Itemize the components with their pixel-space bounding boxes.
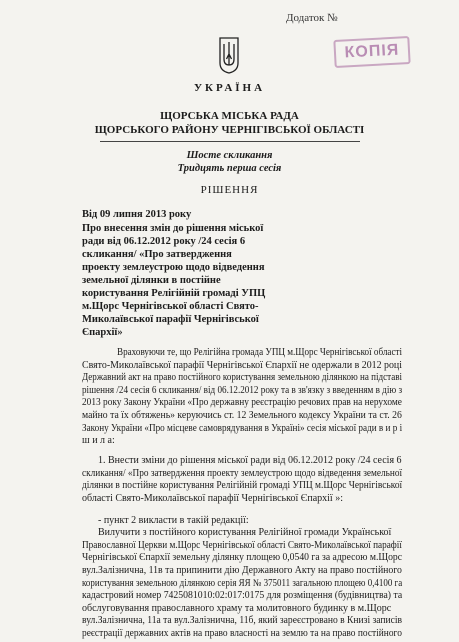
text-line: вул.Залізнична, 11а та вул.Залізнична, 11б, який зареєстровано в Книзі записів [82,615,403,627]
text-line: вул.Залізнична, 11в та припинити дію Державного Акту на право постійного [82,565,402,576]
decision-date: Від 09 липня 2013 року [82,209,192,220]
subject-line: Миколаївської парафії Чернігівської [82,314,259,325]
text-line: Враховуючи те, що Релігійна громада УПЦ м.Щорс Чернігівської області [117,347,403,358]
document-title: РІШЕННЯ [200,184,259,196]
subject-line: земельної ділянки в постійне [82,275,221,286]
text-line: майно та їх обтяжень» керуючись ст. 12 Земельного кодексу України та ст. 26 [82,410,402,421]
text-line: Чернігівської Єпархії земельну ділянку площею 0,0540 га за адресою м.Щорс [82,552,403,564]
text-line: області Свято-Миколаївської парафії Чернігівської Єпархії »: [82,492,343,504]
text-line: Свято-Миколаївської парафії Чернігівської Єпархії не одержали в 2012 році [82,359,402,371]
council-name: ЩОРСЬКА МІСЬКА РАДА [160,110,299,122]
country-heading: УКРАЇНА [193,82,266,94]
text-line: Православної Церкви м.Щорс Чернігівської області Свято-Миколаївської парафії [82,539,402,551]
trident-emblem-icon [217,35,241,75]
text-line: ш и л а: [82,435,115,447]
session-label: Тридцять перша сесія [177,163,282,174]
text-line: Державний акт на право постійного користування земельною ділянкою на підставі [82,372,403,384]
subject-line: ради від 06.12.2012 року /24 сесія 6 [82,236,246,247]
text-line: кадастровий номер 7425081010:02:017:0175 для розміщення (будівництва) та [82,590,403,602]
subject-line: Єпархії» [82,327,123,338]
text-line: реєстрації державних актів на право власності на землю та на право постійного [82,628,402,639]
text-line: Закону України «Про місцеве самоврядування в Україні» сесія міської ради в и р і [82,422,403,434]
addendum-label: Додаток № [286,12,338,24]
copy-stamp: КОПІЯ [333,36,410,68]
text-line: ділянки в постійне користування Релігійній громаді УПЦ м.Щорс Чернігівської [82,480,403,492]
subject-line: скликання/ «Про затвердження [82,249,232,260]
subject-line: м.Щорс Чернігівської області Свято- [82,301,259,312]
sub-point-line: - пункт 2 викласти в такій редакції: [98,514,249,526]
text-line: рішення /24 сесія 6 скликання/ від 06.12.2012 року та в зв'язку з введенням в дію з [82,384,403,396]
text-line: 2013 року Закону України «Про державну реєстрацію речових прав на нерухоме [82,397,402,409]
subject-line: проекту землеустрою щодо відведення [82,262,265,273]
subject-line: Про внесення змін до рішення міської [82,223,264,234]
header-divider [100,141,360,142]
text-line: 1. Внести зміни до рішення міської ради від 06.12.2012 року /24 сесія 6 [98,455,402,467]
text-line: обслуговування православного храму та молитовного будинку в м.Щорс [82,602,392,614]
text-line: Вилучити з постійного користування Релігійної громади Української [98,527,392,539]
text-line: скликання/ «Про затвердження проекту землеустрою щодо відведення земельної [82,467,403,479]
council-district: ЩОРСЬКОГО РАЙОНУ ЧЕРНІГІВСЬКОЇ ОБЛАСТІ [94,124,365,136]
text-line: користування земельною ділянкою серія ЯЯ № 375011 загальною площею 0,4100 га [82,577,403,589]
convocation-label: Шосте скликання [186,150,273,161]
subject-line: користування Релігійній громаді УПЦ [82,288,266,299]
